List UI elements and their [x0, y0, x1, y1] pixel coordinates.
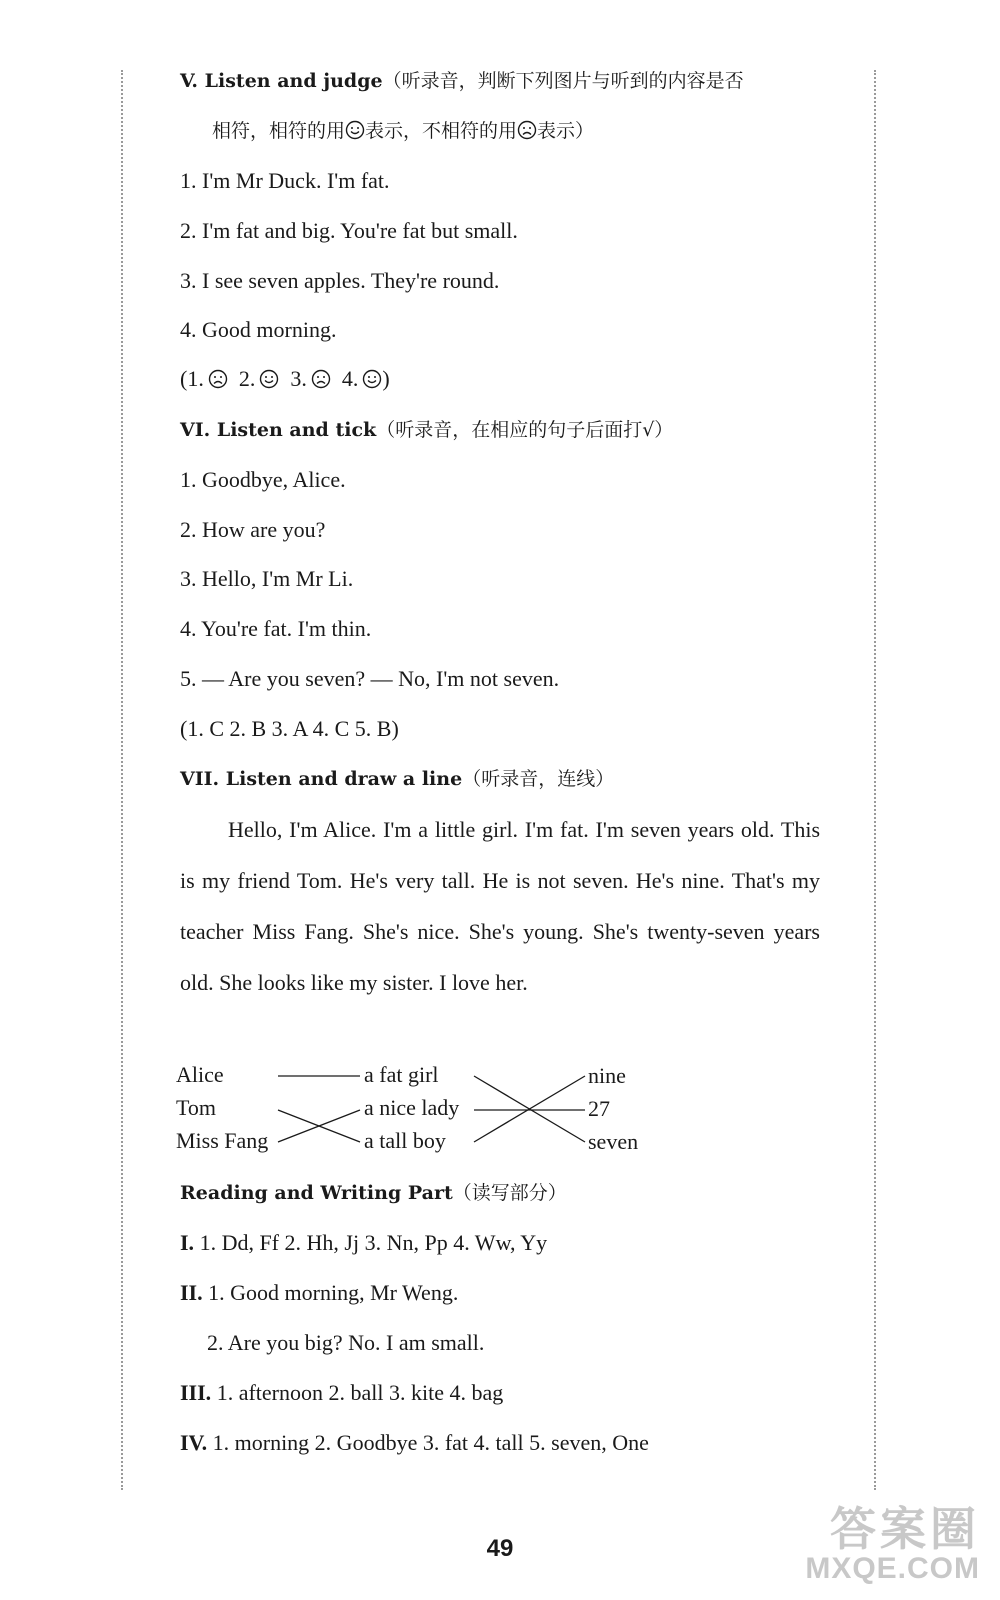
- part-i-label: I.: [180, 1230, 195, 1255]
- reading-writing-heading: [180, 1178, 567, 1208]
- reading-part-iv: [180, 1428, 649, 1458]
- match-desc-tall-boy: a tall boy: [364, 1128, 446, 1153]
- watermark-cn: 答案圈: [830, 1503, 980, 1555]
- part-iv-text: 1. morning 2. Goodbye 3. fat 4. tall 5. seven, One: [212, 1430, 649, 1455]
- part-iii-text: 1. afternoon 2. ball 3. kite 4. bag: [216, 1380, 504, 1405]
- match-name-tom: Tom: [176, 1095, 217, 1120]
- section-vii-title: VII. Listen and draw a line: [180, 768, 463, 790]
- match-desc-nice-lady: a nice lady: [364, 1095, 460, 1120]
- section-vi-title: VI. Listen and tick: [180, 419, 377, 441]
- section-vi-item: 5. — Are you seven? — No, I'm not seven.: [180, 666, 560, 691]
- section-v-item: 3. I see seven apples. They're round.: [180, 268, 500, 293]
- reading-part-ii: [180, 1278, 458, 1308]
- reading-part-iii: [180, 1378, 503, 1408]
- match-desc-fat-girl: a fat girl: [364, 1062, 439, 1087]
- section-v-instr-part-c: 表示）: [537, 120, 595, 142]
- section-vi-instruction: （听录音，在相应的句子后面打√）: [376, 419, 674, 441]
- section-vii-instruction: （听录音，连线）: [462, 768, 615, 790]
- part-ii-label: II.: [180, 1280, 203, 1305]
- part-iv-label: IV.: [180, 1430, 208, 1455]
- section-v-instr-part-a: 相符，相符的用: [212, 120, 346, 142]
- section-v-instr-part-b: 表示，不相符的用: [365, 120, 518, 142]
- match-age-nine: nine: [588, 1063, 626, 1088]
- section-v-item: 4. Good morning.: [180, 317, 337, 342]
- reading-writing-title: Reading and Writing Part: [180, 1182, 453, 1204]
- part-i-text: 1. Dd, Ff 2. Hh, Jj 3. Nn, Pp 4. Ww, Yy: [199, 1230, 548, 1255]
- section-v-title: V. Listen and judge: [180, 70, 383, 92]
- part-ii-line-2: 2. Are you big? No. I am small.: [207, 1330, 485, 1355]
- section-v-item: 1. I'm Mr Duck. I'm fat.: [180, 168, 390, 193]
- part-iii-label: III.: [180, 1380, 212, 1405]
- section-vii-passage: Hello, I'm Alice. I'm a little girl. I'm fat. I'm seven years old. This is my friend Tom. He's very tall. He is not seven. He's nine. That's my teacher Miss Fang. She's nice. She's young. She's twenty-seven years old. She looks like my sister. I love her.: [180, 817, 820, 995]
- match-age-27: 27: [588, 1096, 610, 1121]
- section-vi-item: 2. How are you?: [180, 517, 326, 542]
- reading-part-i: [180, 1228, 547, 1258]
- match-name-alice: Alice: [176, 1062, 224, 1087]
- match-name-miss-fang: Miss Fang: [176, 1128, 269, 1153]
- answer-close: ): [382, 366, 390, 391]
- section-vi-item: 3. Hello, I'm Mr Li.: [180, 566, 354, 591]
- match-age-seven: seven: [588, 1129, 639, 1154]
- answer-4-label: 4.: [341, 366, 359, 391]
- part-ii-line-1: 1. Good morning, Mr Weng.: [208, 1280, 459, 1305]
- answer-2-label: 2.: [238, 366, 256, 391]
- section-vi-item: 4. You're fat. I'm thin.: [180, 616, 372, 641]
- section-v-item: 2. I'm fat and big. You're fat but small.: [180, 218, 518, 243]
- section-vi-answers: (1. C 2. B 3. A 4. C 5. B): [180, 716, 399, 741]
- page-number: 49: [486, 1535, 514, 1562]
- answer-open: (1.: [180, 366, 204, 391]
- answer-3-label: 3.: [290, 366, 307, 391]
- watermark-en: MXQE.COM: [805, 1552, 980, 1585]
- reading-writing-instruction: （读写部分）: [452, 1182, 567, 1204]
- section-v-instruction: （听录音，判断下列图片与听到的内容是否: [382, 70, 744, 92]
- watermark-logo: [805, 1505, 980, 1585]
- section-vi-item: 1. Goodbye, Alice.: [180, 467, 346, 492]
